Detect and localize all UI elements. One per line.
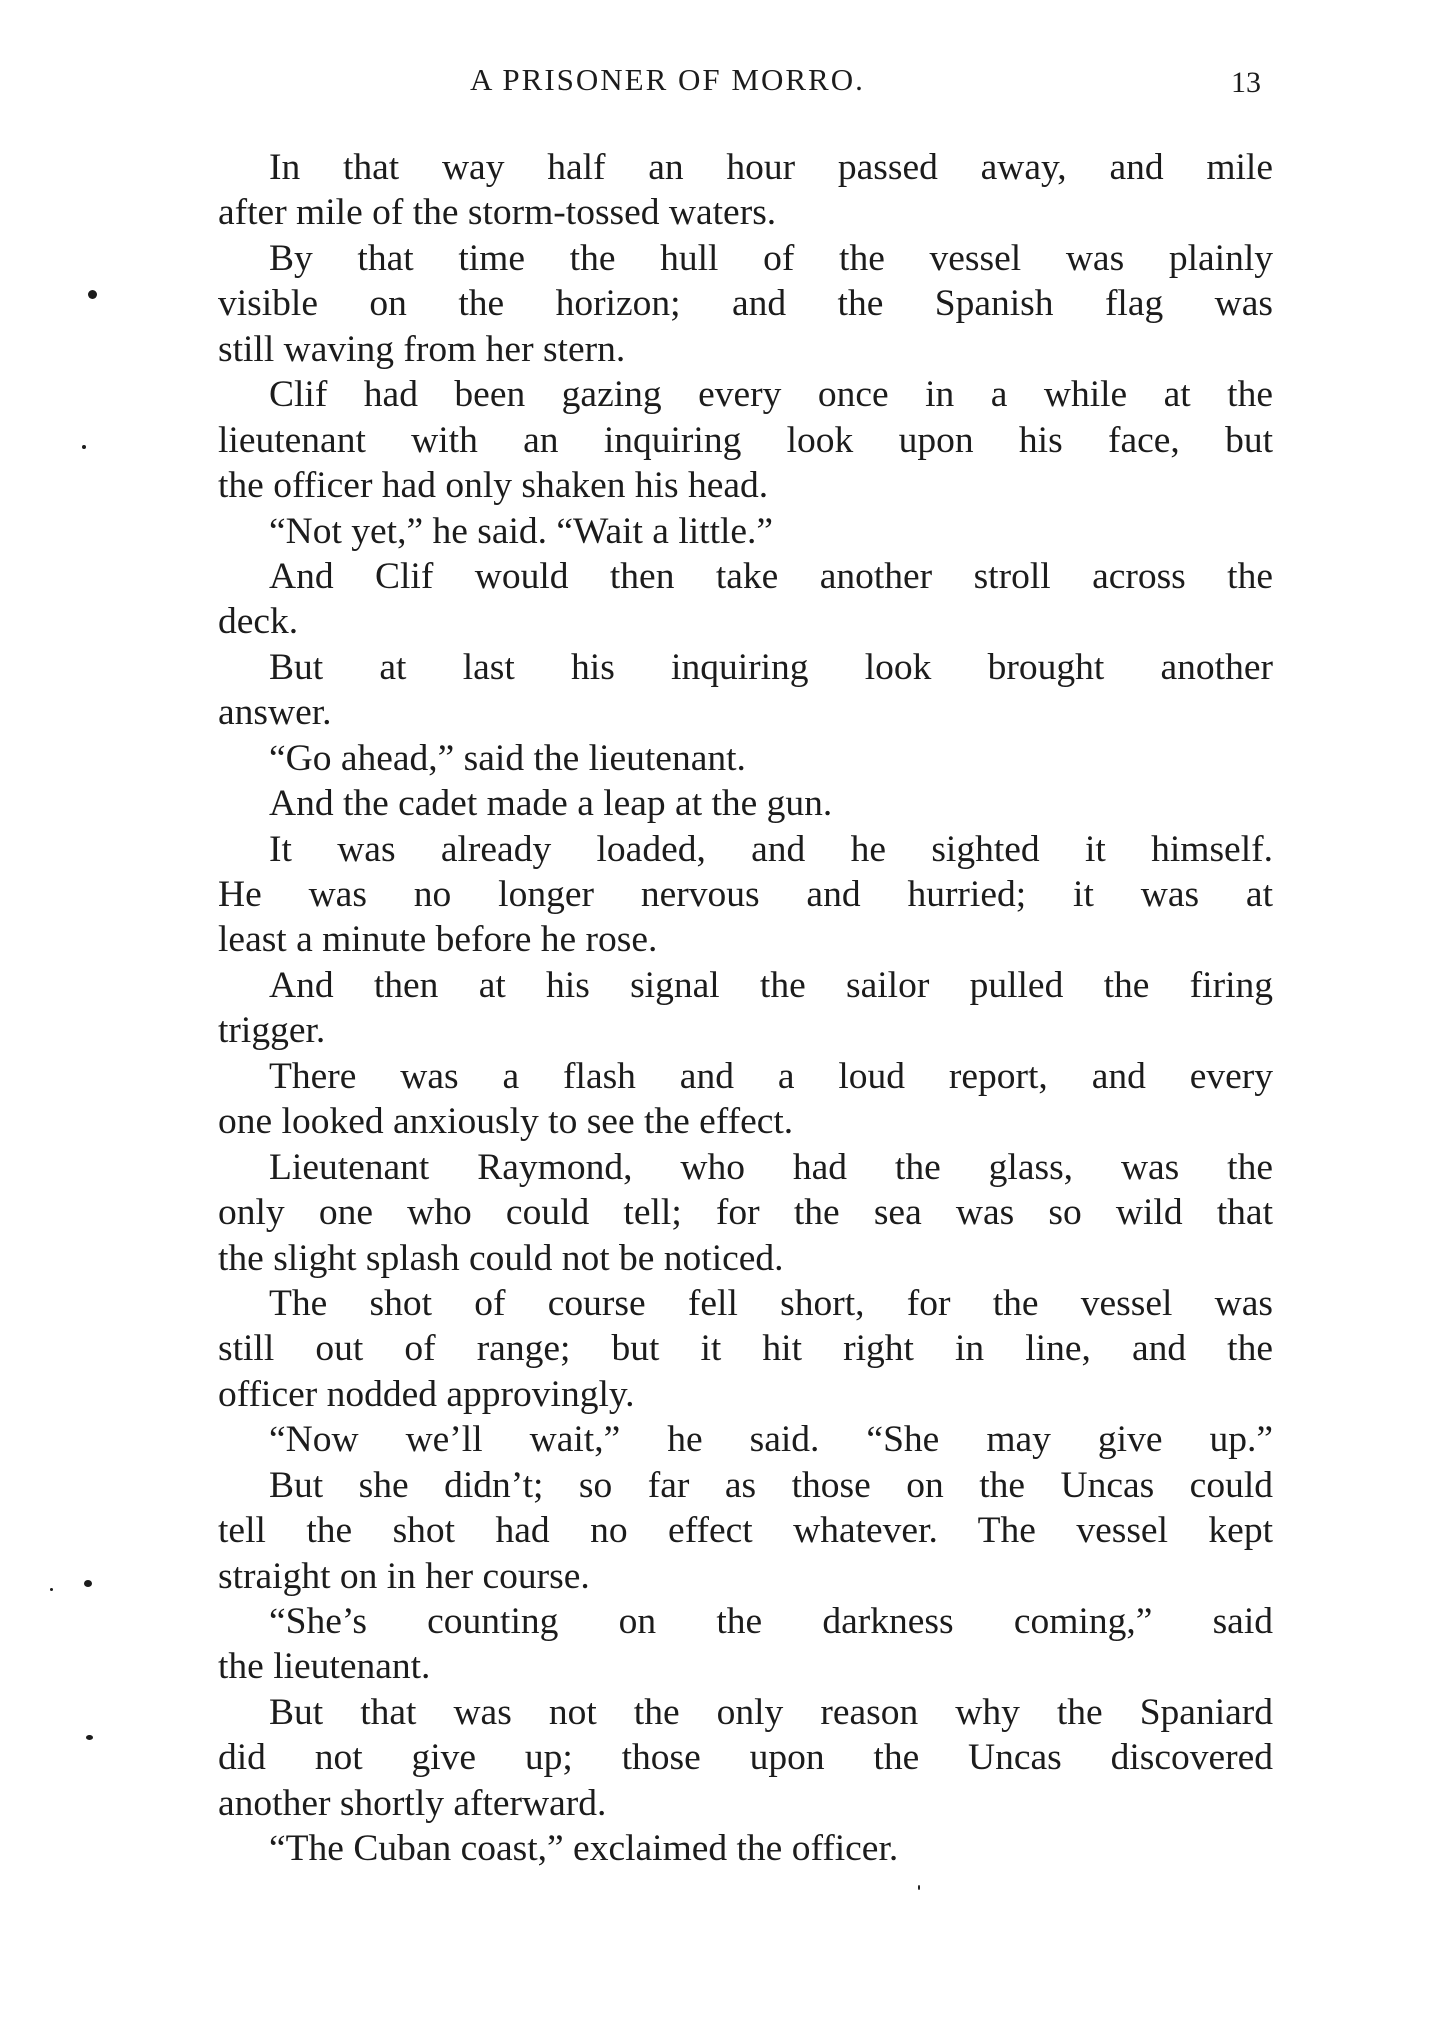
text-line: did not give up; those upon the Uncas discovered (218, 1737, 1273, 1779)
text-line: It was already loaded, and he sighted it himself. (269, 828, 1273, 870)
running-title: A PRISONER OF MORRO. (470, 62, 865, 97)
text-line: And then at his signal the sailor pulled the firing (269, 964, 1273, 1006)
text-line: But she didn’t; so far as those on the Uncas could (269, 1464, 1273, 1506)
text-line: still out of range; but it hit right in line, and the (218, 1328, 1273, 1370)
text-line: But at last his inquiring look brought another (269, 646, 1273, 688)
text-line: And Clif would then take another stroll across the (269, 555, 1273, 597)
text-line: lieutenant with an inquiring look upon his face, but (218, 419, 1273, 461)
text-line: Clif had been gazing every once in a while at the (269, 374, 1273, 416)
text-line: But that was not the only reason why the Spaniard (269, 1691, 1273, 1733)
text-line: trigger. (218, 1010, 326, 1052)
text-line: another shortly afterward. (218, 1782, 607, 1824)
text-line: least a minute before he rose. (218, 919, 658, 961)
ink-speck (82, 445, 86, 449)
text-line: “She’s counting on the darkness coming,” said (269, 1601, 1273, 1642)
running-head (0, 62, 1439, 102)
text-line: “Go ahead,” said the lieutenant. (269, 737, 746, 779)
text-line: There was a flash and a loud report, and every (269, 1055, 1273, 1097)
text-line: tell the shot had no effect whatever. The vessel kept (218, 1510, 1273, 1552)
text-line: one looked anxiously to see the effect. (218, 1101, 794, 1143)
text-line: “The Cuban coast,” exclaimed the officer. (269, 1828, 899, 1870)
text-line: “Now we’ll wait,” he said. “She may give up.” (269, 1419, 1273, 1461)
text-line: the officer had only shaken his head. (218, 465, 769, 507)
text-line: The shot of course fell short, for the vessel was (269, 1282, 1273, 1324)
ink-speck (88, 290, 97, 299)
ink-speck (918, 1885, 920, 1890)
text-line: still waving from her stern. (218, 328, 626, 370)
text-line: He was no longer nervous and hurried; it was at (218, 874, 1273, 915)
text-line: straight on in her course. (218, 1555, 590, 1597)
body-text (218, 145, 1273, 1872)
ink-speck (84, 1580, 92, 1587)
text-line: visible on the horizon; and the Spanish flag was (218, 283, 1273, 325)
ink-speck (50, 1588, 53, 1591)
text-line: “Not yet,” he said. “Wait a little.” (269, 510, 774, 552)
text-line: only one who could tell; for the sea was so wild that (218, 1192, 1273, 1234)
text-line: the lieutenant. (218, 1646, 431, 1688)
text-line: And the cadet made a leap at the gun. (269, 783, 833, 825)
page-number: 13 (1231, 66, 1261, 99)
text-line: the slight splash could not be noticed. (218, 1237, 784, 1279)
text-line: officer nodded approvingly. (218, 1373, 635, 1415)
text-line: Lieutenant Raymond, who had the glass, was the (269, 1146, 1273, 1188)
text-line: after mile of the storm-tossed waters. (218, 192, 777, 234)
ink-speck (86, 1735, 93, 1740)
text-line: In that way half an hour passed away, and mile (269, 147, 1273, 188)
text-line: deck. (218, 601, 299, 643)
text-line: By that time the hull of the vessel was plainly (269, 237, 1273, 279)
text-line: answer. (218, 692, 332, 734)
